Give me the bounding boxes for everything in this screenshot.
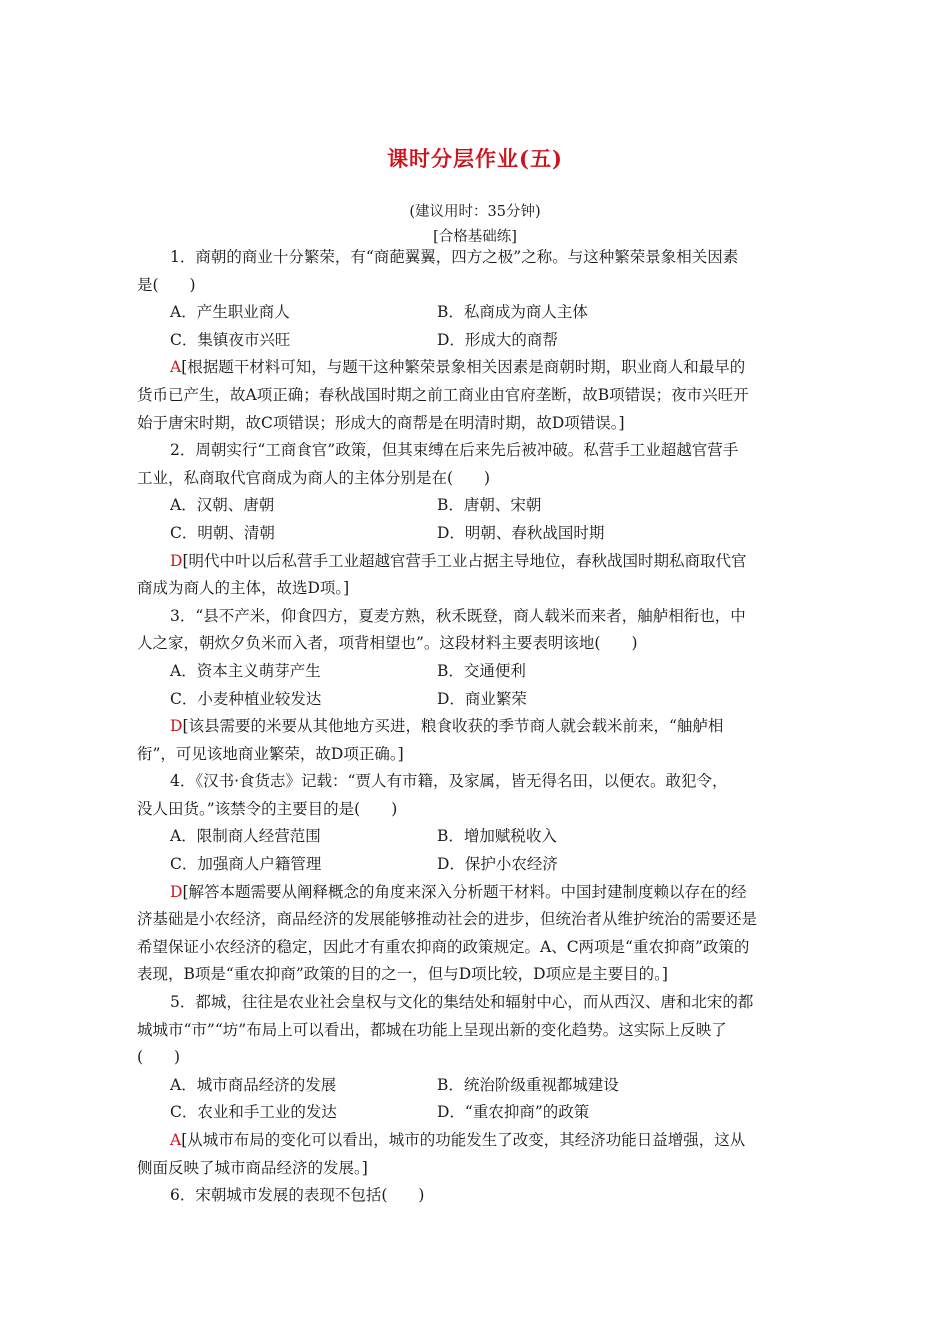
explanation-text: 货币已产生，故A项正确；春秋战国时期之前工商业由官府垄断，故B项错误；夜市兴旺开 (137, 385, 749, 404)
question-stem: 4．《汉书·食货志》记载：“贾人有市籍，及家属，皆无得名田，以便农。敢犯令， (170, 772, 728, 791)
explanation (137, 548, 809, 576)
explanation-text: [从城市布局的变化可以看出，城市的功能发生了改变，其经济功能日益增强，这从 (181, 1131, 746, 1149)
options-row (137, 1072, 809, 1100)
option-c: C．明朝、清朝 (170, 523, 275, 542)
options-row (137, 658, 809, 686)
explanation (137, 354, 809, 382)
option-c: C．加强商人户籍管理 (170, 855, 322, 874)
option-d: D．保护小农经济 (437, 855, 558, 874)
page-title: 课时分层作业(五) (387, 146, 563, 171)
answer-letter: D (170, 551, 183, 570)
question-stem: 城城市“市”“坊”布局上可以看出，都城在功能上呈现出新的变化趋势。这实际上反映了 (137, 1020, 727, 1039)
question-4 (137, 768, 809, 989)
explanation-text: 侧面反映了城市商品经济的发展。] (137, 1158, 368, 1177)
options-row (137, 851, 809, 879)
option-b: B．私商成为商人主体 (437, 303, 588, 322)
option-b: B．统治阶级重视都城建设 (437, 1075, 619, 1094)
options-row (137, 823, 809, 851)
question-stem: 3．“县不产米，仰食四方，夏麦方熟，秋禾既登，商人载米而来者，舳舻相衔也，中 (170, 606, 746, 625)
answer-letter: A (170, 358, 182, 377)
option-a: A．汉朝、唐朝 (170, 496, 275, 515)
option-a: A．产生职业商人 (170, 303, 290, 322)
explanation-text: 商成为商人的主体，故选D项。] (137, 579, 350, 598)
answer-letter: A (170, 1131, 182, 1149)
explanation-text: 衔”，可见该地商业繁荣，故D项正确。] (137, 744, 404, 763)
options-row (137, 299, 809, 327)
options-row (137, 1099, 809, 1127)
question-stem: 工业，私商取代官商成为商人的主体分别是在( ) (137, 468, 491, 487)
question-6 (137, 1182, 809, 1210)
option-c: C．小麦种植业较发达 (170, 689, 322, 708)
explanation-text: [该县需要的米要从其他地方买进，粮食收获的季节商人就会载米前来，“舳舻相 (182, 717, 724, 736)
question-stem: 是( ) (137, 275, 196, 294)
option-a: A．限制商人经营范围 (170, 827, 321, 846)
explanation-text: [明代中叶以后私营手工业超越官营手工业占据主导地位，春秋战国时期私商取代官 (182, 551, 747, 570)
option-d: D．形成大的商帮 (437, 330, 558, 349)
explanation-text: [解答本题需要从阐释概念的角度来深入分析题干材料。中国封建制度赖以存在的经 (182, 882, 747, 901)
options-row (137, 327, 809, 355)
option-b: B．增加赋税收入 (437, 827, 557, 846)
question-3 (137, 603, 809, 769)
explanation-text: 始于唐宋时期，故C项错误；形成大的商帮是在明清时期，故D项错误。] (137, 413, 625, 432)
option-c: C．农业和手工业的发达 (170, 1103, 337, 1122)
question-2 (137, 437, 809, 603)
option-a: A．资本主义萌芽产生 (170, 661, 321, 680)
question-stem: ( ) (137, 1048, 181, 1067)
question-stem: 2．周朝实行“工商食官”政策，但其束缚在后来先后被冲破。私营手工业超越官营手 (170, 441, 739, 460)
explanation-text: 表现，B项是“重农抑商”政策的目的之一，但与D项比较，D项应是主要目的。] (137, 965, 668, 984)
question-stem: 5．都城，往往是农业社会皇权与文化的集结处和辐射中心，而从西汉、唐和北宋的都 (170, 993, 754, 1012)
option-c: C．集镇夜市兴旺 (170, 330, 291, 349)
question-stem: 6．宋朝城市发展的表现不包括( ) (170, 1186, 425, 1205)
answer-letter: D (170, 717, 183, 736)
question-stem: 人之家，朝炊夕负米而入者，项背相望也”。这段材料主要表明该地( ) (137, 634, 638, 653)
explanation (137, 713, 809, 741)
option-d: D．商业繁荣 (437, 689, 527, 708)
explanation-text: 济基础是小农经济，商品经济的发展能够推动社会的进步，但统治者从维护统治的需要还是 (137, 910, 758, 929)
explanation (137, 1127, 809, 1155)
question-5 (137, 989, 809, 1182)
answer-letter: D (170, 882, 183, 901)
explanation (137, 879, 809, 907)
option-d: D．“重农抑商”的政策 (437, 1103, 590, 1122)
option-d: D．明朝、春秋战国时期 (437, 523, 605, 542)
explanation-text: 希望保证小农经济的稳定，因此才有重农抑商的政策规定。A、C两项是“重农抑商”政策的 (137, 937, 750, 956)
question-stem: 没人田货。”该禁令的主要目的是( ) (137, 799, 398, 818)
option-a: A．城市商品经济的发展 (170, 1075, 337, 1094)
option-b: B．交通便利 (437, 661, 526, 680)
explanation-text: [根据题干材料可知，与题干这种繁荣景象相关因素是商朝时期，职业商人和最早的 (181, 358, 746, 377)
section-heading: [合格基础练] (433, 229, 517, 245)
options-row (137, 492, 809, 520)
options-row (137, 686, 809, 714)
option-b: B．唐朝、宋朝 (437, 496, 542, 515)
question-1 (137, 244, 809, 437)
question-stem: 1．商朝的商业十分繁荣，有“商葩翼翼，四方之极”之称。与这种繁荣景象相关因素 (170, 248, 739, 266)
options-row (137, 520, 809, 548)
question-list (137, 244, 809, 1210)
suggested-time: (建议用时：35分钟) (409, 204, 541, 220)
